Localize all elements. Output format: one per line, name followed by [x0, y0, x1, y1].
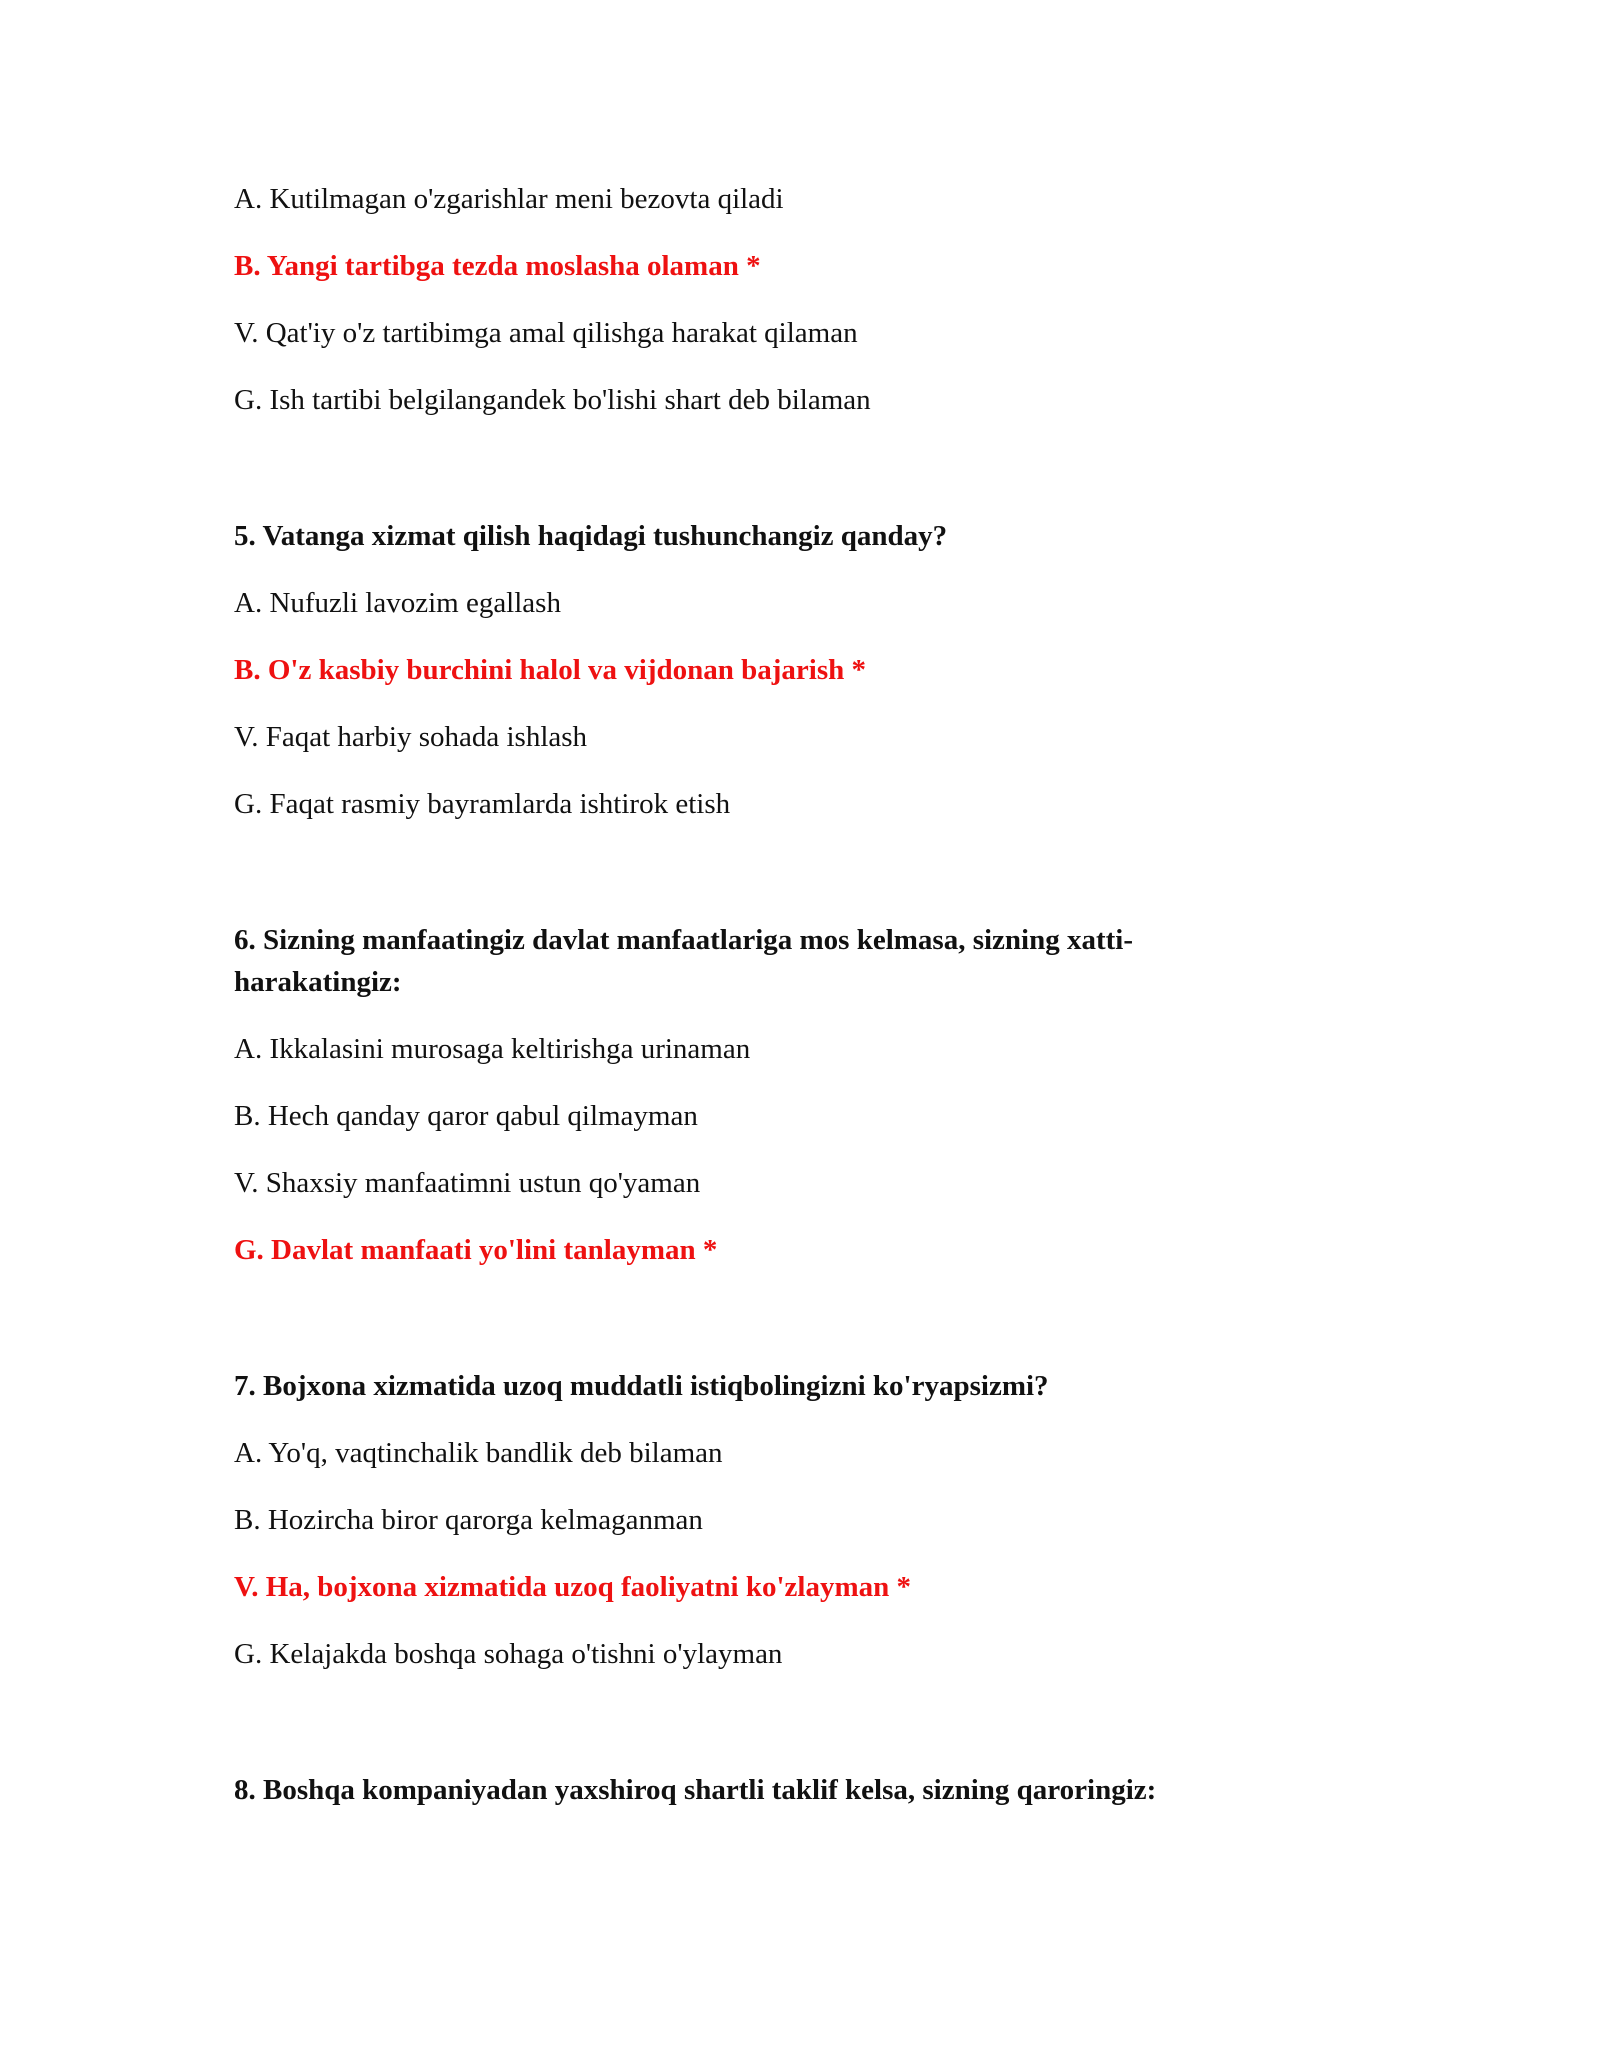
answer-option: B. Hozircha biror qarorga kelmaganman [234, 1504, 703, 1536]
question-heading: 5. Vatanga xizmat qilish haqidagi tushunchangiz qanday? [234, 520, 948, 552]
question-heading: 6. Sizning manfaatingiz davlat manfaatlariga mos kelmasa, sizning xatti-harakatingiz: [234, 924, 1134, 998]
answer-option: G. Kelajakda boshqa sohaga o'tishni o'ylayman [234, 1638, 783, 1670]
answer-option: G. Ish tartibi belgilangandek bo'lishi shart deb bilaman [234, 384, 871, 416]
answer-option: A. Yo'q, vaqtinchalik bandlik deb bilaman [234, 1437, 723, 1469]
document-page [234, 178, 1354, 1836]
question-heading: 8. Boshqa kompaniyadan yaxshiroq shartli taklif kelsa, sizning qaroringiz: [234, 1774, 1157, 1806]
answer-option: V. Faqat harbiy sohada ishlash [234, 721, 588, 753]
answer-option-correct: B. O'z kasbiy burchini halol va vijdonan bajarish * [234, 654, 866, 686]
answer-option-correct: B. Yangi tartibga tezda moslasha olaman * [234, 250, 761, 282]
answer-option: A. Kutilmagan o'zgarishlar meni bezovta qiladi [234, 183, 784, 215]
answer-option: V. Qat'iy o'z tartibimga amal qilishga harakat qilaman [234, 317, 858, 349]
answer-option: V. Shaxsiy manfaatimni ustun qo'yaman [234, 1167, 701, 1199]
answer-option-correct: V. Ha, bojxona xizmatida uzoq faoliyatni ko'zlayman * [234, 1571, 911, 1603]
answer-option: A. Nufuzli lavozim egallash [234, 587, 561, 619]
answer-option: A. Ikkalasini murosaga keltirishga urinaman [234, 1033, 751, 1065]
answer-option-correct: G. Davlat manfaati yo'lini tanlayman * [234, 1234, 718, 1266]
answer-option: G. Faqat rasmiy bayramlarda ishtirok etish [234, 788, 731, 820]
answer-option: B. Hech qanday qaror qabul qilmayman [234, 1100, 698, 1132]
question-heading: 7. Bojxona xizmatida uzoq muddatli istiqbolingizni ko'ryapsizmi? [234, 1370, 1049, 1402]
